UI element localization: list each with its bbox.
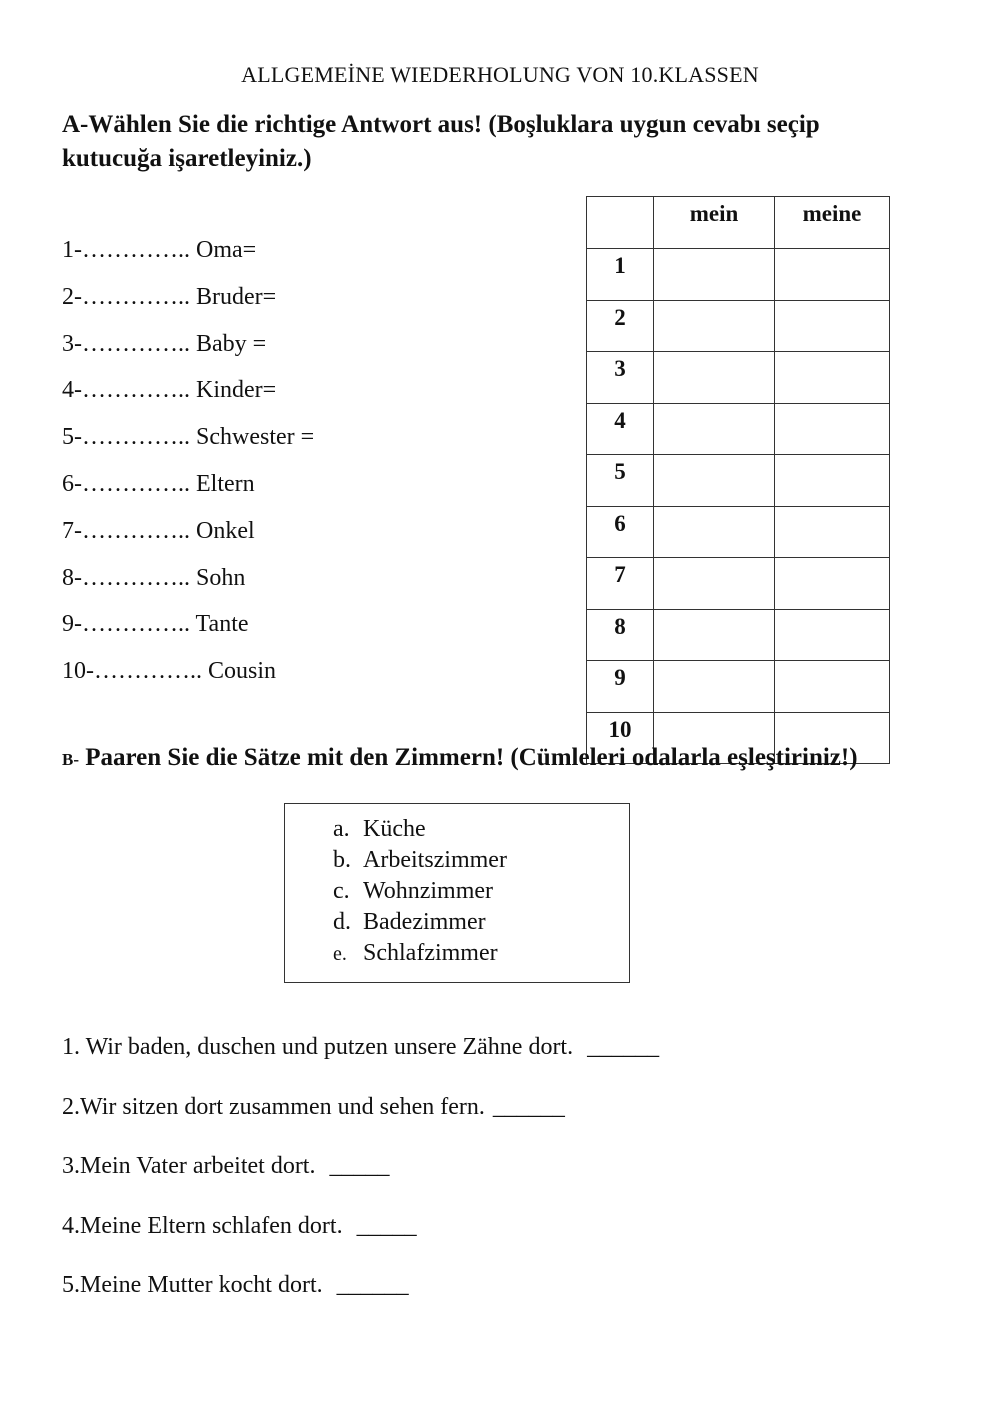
room-letter: a.: [333, 816, 350, 842]
list-item: 4-………….. Kinder=: [62, 377, 277, 404]
room-name: Badezimmer: [363, 909, 486, 935]
room-name: Küche: [363, 816, 426, 842]
table-row: [587, 558, 890, 610]
answer-blank[interactable]: _____: [356, 1212, 417, 1239]
sentence-item: [62, 1268, 659, 1328]
checkbox-cell-meine[interactable]: [775, 403, 890, 455]
row-number: 4: [587, 403, 654, 455]
list-item: 7-………….. Onkel: [62, 517, 255, 544]
answer-blank[interactable]: ______: [336, 1272, 409, 1298]
header-cell-empty: [587, 197, 654, 249]
room-letter: b.: [333, 847, 351, 873]
table-row: [587, 249, 890, 301]
list-item: 5-………….. Schwester =: [62, 424, 315, 451]
row-number: 5: [587, 455, 654, 507]
row-number: 2: [587, 300, 654, 352]
checkbox-cell-mein[interactable]: [654, 300, 775, 352]
checkbox-cell-mein[interactable]: [654, 249, 775, 301]
table-row: [587, 403, 890, 455]
room-item: [333, 907, 629, 938]
header-cell-mein: mein: [654, 197, 775, 249]
room-item: [333, 938, 629, 969]
possessive-exercise-list: [62, 232, 314, 700]
checkbox-cell-meine[interactable]: [775, 455, 890, 507]
checkbox-cell-meine[interactable]: [775, 249, 890, 301]
checkbox-cell-mein[interactable]: [654, 609, 775, 661]
rooms-list: [285, 804, 629, 969]
answer-blank[interactable]: ______: [587, 1034, 660, 1060]
row-number: 1: [587, 249, 654, 301]
row-number: 10: [587, 712, 654, 764]
section-b-heading: [62, 744, 858, 772]
checkbox-cell-meine[interactable]: [775, 352, 890, 404]
table-row: [587, 455, 890, 507]
room-item: [333, 814, 629, 845]
checkbox-cell-mein[interactable]: [654, 403, 775, 455]
table-row: [587, 300, 890, 352]
sentence-item: [62, 1149, 659, 1209]
section-b-prefix: B-: [62, 750, 79, 769]
sentence-list: [62, 1030, 659, 1328]
answer-blank[interactable]: ______: [492, 1093, 565, 1120]
room-name: Wohnzimmer: [363, 878, 494, 904]
section-a-heading: A-Wählen Sie die richtige Antwort aus! (Boşluklara uygun cevabı seçip kutucuğa işaretleyiniz.): [62, 111, 820, 172]
sentence-text: 4.Meine Eltern schlafen dort.: [62, 1212, 349, 1239]
room-item: [333, 876, 629, 907]
room-letter: c.: [333, 878, 350, 904]
rooms-box: [284, 803, 630, 983]
list-item: 9-………….. Tante: [62, 611, 249, 638]
checkbox-cell-mein[interactable]: [654, 558, 775, 610]
list-item: 6-………….. Eltern: [62, 470, 255, 497]
page-title: ALLGEMEİNE WIEDERHOLUNG VON 10.KLASSEN: [241, 62, 759, 87]
checkbox-cell-meine[interactable]: [775, 609, 890, 661]
sentence-item: [62, 1030, 659, 1090]
sentence-item: [62, 1209, 659, 1269]
sentence-text: 3.Mein Vater arbeitet dort.: [62, 1153, 322, 1179]
list-item: 10-………….. Cousin: [62, 658, 277, 685]
answer-grid: [586, 196, 890, 764]
room-name: Arbeitszimmer: [363, 847, 507, 873]
sentence-text: 2.Wir sitzen dort zusammen und sehen fern.: [62, 1093, 485, 1120]
room-letter: e.: [333, 943, 347, 965]
list-item: 2-………….. Bruder=: [62, 283, 277, 310]
answer-grid-header: [587, 197, 890, 249]
checkbox-cell-meine[interactable]: [775, 661, 890, 713]
sentence-text: 1. Wir baden, duschen und putzen unsere Zähne dort.: [62, 1034, 580, 1060]
table-row: [587, 352, 890, 404]
checkbox-cell-meine[interactable]: [775, 300, 890, 352]
checkbox-cell-mein[interactable]: [654, 455, 775, 507]
checkbox-cell-meine[interactable]: [775, 506, 890, 558]
table-row: [587, 506, 890, 558]
checkbox-cell-mein[interactable]: [654, 352, 775, 404]
room-name: Schlafzimmer: [363, 940, 498, 966]
section-b-heading-text: Paaren Sie die Sätze mit den Zimmern! (Cümleleri odalarla eşleştiriniz!): [79, 744, 858, 771]
checkbox-cell-mein[interactable]: [654, 506, 775, 558]
table-row: [587, 661, 890, 713]
row-number: 6: [587, 506, 654, 558]
answer-blank[interactable]: _____: [329, 1153, 390, 1179]
row-number: 9: [587, 661, 654, 713]
checkbox-cell-meine[interactable]: [775, 558, 890, 610]
row-number: 8: [587, 609, 654, 661]
checkbox-cell-mein[interactable]: [654, 661, 775, 713]
row-number: 7: [587, 558, 654, 610]
sentence-item: [62, 1090, 659, 1150]
row-number: 3: [587, 352, 654, 404]
list-item: 1-………….. Oma=: [62, 237, 257, 263]
room-letter: d.: [333, 909, 351, 935]
header-cell-meine: meine: [775, 197, 890, 249]
sentence-text: 5.Meine Mutter kocht dort.: [62, 1272, 329, 1298]
table-row: [587, 609, 890, 661]
room-item: [333, 845, 629, 876]
list-item: 3-………….. Baby =: [62, 330, 267, 357]
list-item: 8-………….. Sohn: [62, 564, 246, 591]
